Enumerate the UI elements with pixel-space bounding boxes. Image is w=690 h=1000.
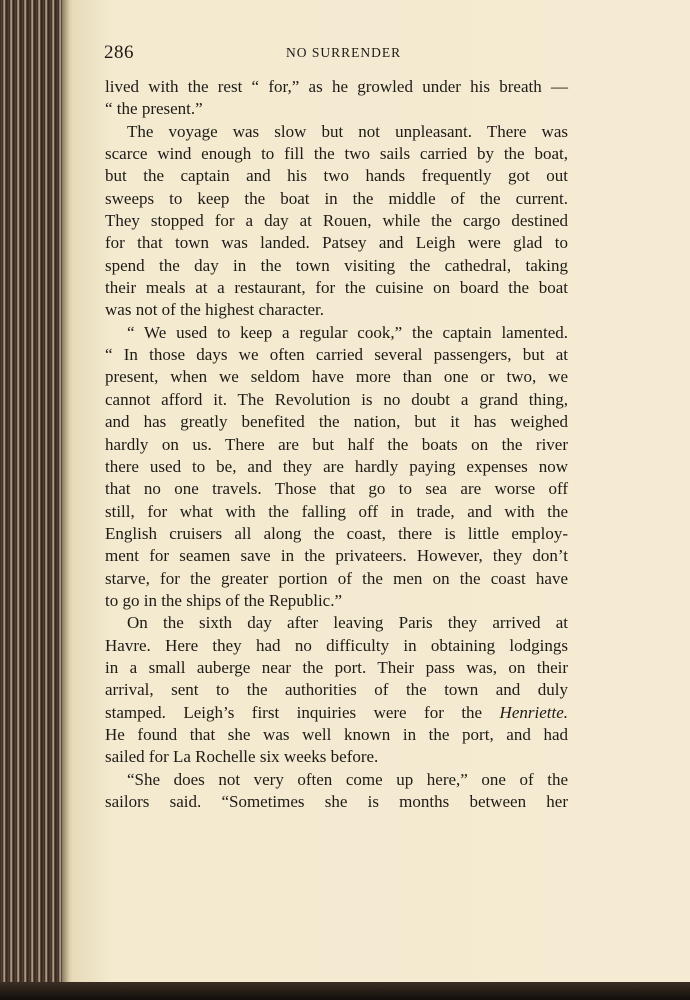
text-line-content: and has greatly benefited the nation, but it has weighed [105, 412, 568, 432]
text-line-content: their meals at a restaurant, for the cuisine on board the boat [105, 278, 568, 298]
text-line-content: cannot afford it. The Revolution is no doubt a grand thing, [105, 389, 568, 409]
text-line-content: sailors said. “Sometimes she is months between her [105, 792, 568, 811]
page-header [104, 42, 554, 66]
text-line-content: in a small auberge near the port. Their pass was, on their [105, 657, 568, 677]
text-line-content: arrival, sent to the authorities of the town and duly [105, 680, 568, 700]
text-line-content: to go in the ships of the Republic.” [105, 590, 343, 610]
text-line-content: still, for what with the falling off in trade, and with the [105, 501, 568, 521]
text-line-content: sailed for La Rochelle six weeks before. [105, 747, 379, 767]
text-line [105, 612, 568, 634]
text-line [105, 121, 568, 143]
text-line [105, 143, 568, 165]
text-line [105, 456, 568, 478]
text-line-content: starve, for the greater portion of the men on the coast have [105, 568, 568, 588]
text-line-content: for that town was landed. Patsey and Leigh were glad to [105, 233, 568, 253]
text-line [105, 98, 568, 120]
text-line [105, 366, 568, 388]
text-line [105, 657, 568, 679]
text-line [105, 679, 568, 701]
text-line [105, 411, 568, 433]
text-line-content: hardly on us. There are but half the boats on the river [105, 434, 568, 454]
text-line-content: sweeps to keep the boat in the middle of the current. [105, 188, 568, 208]
text-line-content: English cruisers all along the coast, there is little employ- [105, 523, 568, 543]
text-line-content: He found that she was well known in the port, and had [105, 724, 568, 744]
text-line [105, 389, 568, 411]
text-line [105, 210, 568, 232]
text-line-content: there used to be, and they are hardly paying expenses now [105, 456, 568, 476]
text-line [105, 434, 568, 456]
text-line-content: spend the day in the town visiting the cathedral, taking [105, 255, 568, 275]
text-line [105, 501, 568, 523]
text-line [105, 590, 568, 612]
text-line [105, 188, 568, 210]
text-line-content: scarce wind enough to fill the two sails carried by the boat, [105, 144, 568, 164]
text-line-content: They stopped for a day at Rouen, while the cargo destined [105, 211, 568, 231]
text-line-content: ment for seamen save in the privateers. However, they don’t [105, 546, 568, 566]
page-number: 286 [104, 42, 134, 63]
text-line [105, 277, 568, 299]
text-line [105, 746, 568, 768]
text-line [105, 478, 568, 500]
text-line-content: present, when we seldom have more than one or two, we [105, 367, 568, 387]
text-line-content: “ In those days we often carried several passengers, but at [105, 345, 568, 365]
text-line [105, 165, 568, 187]
text-line-content: Havre. Here they had no difficulty in obtaining lodgings [105, 635, 568, 655]
text-line-content: “She does not very often come up here,” one of the [127, 769, 568, 789]
text-line [105, 791, 568, 813]
text-line-content: “ the present.” [105, 99, 203, 119]
text-line [105, 322, 568, 344]
text-line [105, 769, 568, 791]
text-line [105, 568, 568, 590]
text-line [105, 255, 568, 277]
text-line-content: was not of the highest character. [105, 300, 325, 320]
text-line-content: stamped. Leigh’s first inquiries were for the [105, 702, 500, 722]
ship-name-italic: Henriette. [499, 702, 568, 722]
text-line [105, 232, 568, 254]
text-line-content: but the captain and his two hands frequently got out [105, 166, 568, 186]
text-line [105, 76, 568, 98]
text-line-content: “ We used to keep a regular cook,” the captain lamented. [127, 322, 568, 342]
text-line-content: that no one travels. Those that go to sea are worse off [105, 479, 568, 499]
text-line [105, 299, 568, 321]
text-line-content: The voyage was slow but not unpleasant. There was [127, 121, 568, 141]
text-line [105, 702, 568, 724]
running-head: NO SURRENDER [286, 45, 402, 60]
text-line [105, 344, 568, 366]
page-bottom-shadow [0, 982, 690, 1000]
body-text [105, 76, 568, 813]
text-line [105, 635, 568, 657]
text-line [105, 523, 568, 545]
text-line [105, 724, 568, 746]
text-line [105, 545, 568, 567]
text-line-content: lived with the rest “ for,” as he growled under his breath — [105, 77, 568, 96]
text-line-content: On the sixth day after leaving Paris they arrived at [127, 613, 568, 633]
